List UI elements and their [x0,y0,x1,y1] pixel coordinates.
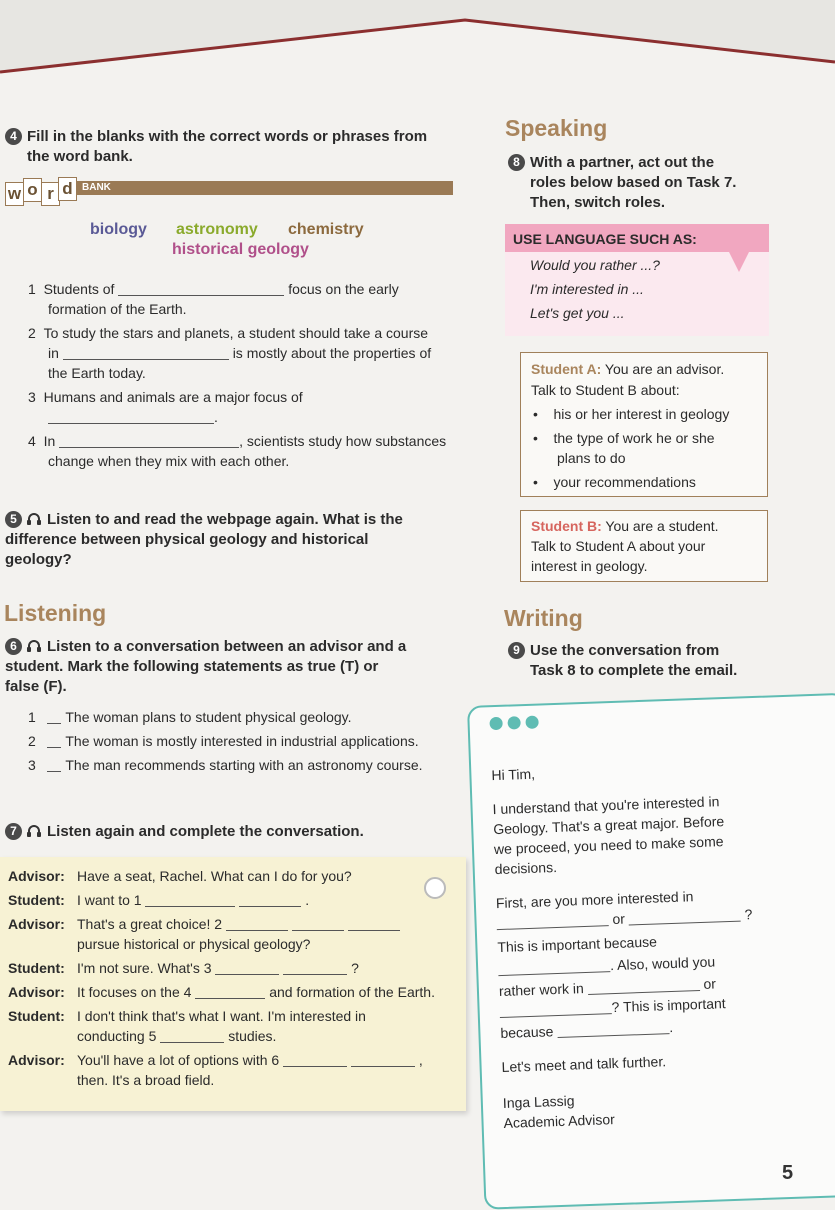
task5-instruction: 5 Listen to and read the webpage again. What is the difference between physical geology and historical geology? [5,511,403,568]
fill-blank[interactable] [498,957,610,976]
task9-instruction: 9 Use the conversation from Task 8 to complete the email. [508,641,737,681]
email-greeting: Hi Tim, [491,765,536,784]
task-number-badge: 4 [5,128,22,145]
dialog-line: You'll have a lot of options with 6 , [77,1052,423,1068]
email-text: . Also, would you [498,952,716,980]
dialog-line: pursue historical or physical geology? [77,936,311,952]
note-hole-icon [424,877,446,899]
email-signature-title: Academic Advisor [503,1111,616,1131]
tf-blank[interactable] [47,737,61,748]
exercise-item-text: the Earth today. [48,365,146,381]
fill-blank[interactable] [145,892,235,907]
email-text: rather work in or [498,975,717,1000]
word-bank-word: biology [90,221,147,238]
dialog-line: conducting 5 studies. [77,1028,277,1044]
email-text: decisions. [494,858,558,878]
speaker-label: Advisor: [8,868,65,884]
bullet-item: • the type of work he or she [533,430,715,446]
email-text: This is important because [497,933,658,956]
email-text: because . [500,1019,674,1042]
bullet-item: • his or her interest in geology [533,406,730,422]
speaker-label: Student: [8,1008,65,1024]
fill-blank[interactable] [59,433,239,448]
email-text: we proceed, you need to make some [493,833,724,858]
student-b-line: Student B: You are a student. [531,518,719,534]
fill-blank[interactable] [499,999,611,1018]
word-bank-word: historical geology [172,241,309,258]
email-text: Geology. That's a great major. Before [493,813,725,838]
task6-instruction: 6 Listen to a conversation between an advisor and a student. Mark the following statements as true (T) or false (F). [5,638,407,695]
exercise-item-text: . [48,407,218,427]
fill-blank[interactable] [195,984,265,999]
word-bank-word: astronomy [176,221,258,238]
exercise-item-text: formation of the Earth. [48,301,187,317]
bullet-item: • your recommendations [533,474,696,490]
tf-item: 1 The woman plans to student physical geology. [28,709,352,725]
student-a-line: Talk to Student B about: [531,382,680,398]
language-phrase: Let's get you ... [530,305,625,321]
fill-blank[interactable] [283,1052,347,1067]
fill-blank[interactable] [587,976,699,995]
exercise-item: 2 To study the stars and planets, a student should take a course [28,325,429,341]
fill-blank[interactable] [292,916,344,931]
fill-blank[interactable] [557,1019,669,1038]
tf-item: 2 The woman is mostly interested in industrial applications. [28,733,419,749]
fill-blank[interactable] [628,907,740,926]
section-heading-listening: Listening [4,600,107,626]
tf-blank[interactable] [47,761,61,772]
task-number-badge: 6 [5,638,22,655]
word-bank-letter: d [58,177,77,201]
speaker-label: Student: [8,960,65,976]
word-bank-bar [76,181,453,195]
task-number-badge: 7 [5,823,22,840]
dialog-line: That's a great choice! 2 [77,914,400,934]
word-bank-letter: r [41,182,60,206]
speaker-label: Advisor: [8,1052,65,1068]
word-bank-letter: o [23,178,42,202]
dots-icon [489,716,539,736]
headphones-icon [27,825,41,837]
task8-instruction: 8 With a partner, act out the roles below based on Task 7. Then, switch roles. [508,153,736,213]
dialog-line: I want to 1 . [77,892,310,908]
fill-blank[interactable] [496,911,608,930]
language-box-title: USE LANGUAGE SUCH AS: [513,231,697,247]
dialog-line: Have a seat, Rachel. What can I do for you? [77,868,352,884]
dialog-line: I don't think that's what I want. I'm interested in [77,1008,366,1024]
exercise-item: 1 Students of focus on the early [28,281,399,297]
word-bank-label: BANK [82,182,111,193]
exercise-item-text: in is mostly about the properties of [48,345,432,361]
fill-blank[interactable] [351,1052,415,1067]
email-text: I understand that you're interested in [492,793,720,818]
email-closing: Let's meet and talk further. [501,1053,667,1076]
top-banner [0,0,835,80]
tf-item: 3 The man recommends starting with an astronomy course. [28,757,423,773]
fill-blank[interactable] [48,409,214,424]
student-b-line: interest in geology. [531,558,648,574]
section-heading-speaking: Speaking [505,115,608,141]
word-bank-letter: w [5,182,24,206]
email-signature-name: Inga Lassig [502,1092,575,1111]
exercise-item-text: change when they mix with each other. [48,453,290,469]
student-b-line: Talk to Student A about your [531,538,706,554]
page-number: 5 [782,1162,794,1184]
word-bank-word: chemistry [288,221,364,238]
dialog-line: then. It's a broad field. [77,1072,215,1088]
speaker-label: Advisor: [8,916,65,932]
task-number-badge: 8 [508,154,525,171]
task-number-badge: 5 [5,511,22,528]
fill-blank[interactable] [348,916,400,931]
fill-blank[interactable] [239,892,301,907]
section-heading-writing: Writing [504,605,583,631]
conversation-note [0,857,466,1111]
fill-blank[interactable] [215,960,279,975]
language-phrase: Would you rather ...? [530,257,660,273]
email-card [467,693,835,1210]
student-a-line: Student A: You are an advisor. [531,361,725,377]
language-phrase: I'm interested in ... [530,281,644,297]
speech-tail-icon [728,250,750,272]
email-text: or ? [496,904,752,933]
fill-blank[interactable] [226,916,288,931]
headphones-icon [27,513,41,525]
exercise-item: 4 In , scientists study how substances [28,433,447,449]
exercise-item: 3 Humans and animals are a major focus of [28,389,303,405]
speaker-label: Advisor: [8,984,65,1000]
speaker-label: Student: [8,892,65,908]
bullet-item: plans to do [557,450,626,466]
fill-blank[interactable] [160,1028,224,1043]
tf-blank[interactable] [47,713,61,724]
dialog-line: I'm not sure. What's 3 ? [77,960,359,976]
fill-blank[interactable] [283,960,347,975]
dialog-line: It focuses on the 4 and formation of the Earth. [77,984,435,1000]
email-text: ? This is important [499,993,726,1021]
fill-blank[interactable] [118,281,284,296]
email-text: First, are you more interested in [495,888,694,912]
headphones-icon [27,640,41,652]
task-number-badge: 9 [508,642,525,659]
fill-blank[interactable] [63,345,229,360]
task4-instruction: 4 Fill in the blanks with the correct words or phrases from the word bank. [5,127,427,167]
task7-instruction: 7 Listen again and complete the conversation. [5,822,364,842]
